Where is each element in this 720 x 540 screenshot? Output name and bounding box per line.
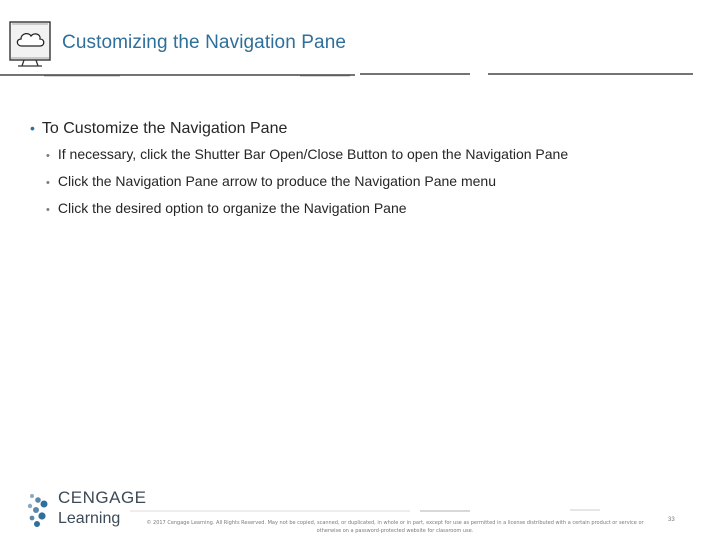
bullet-icon: • (46, 177, 50, 189)
header-divider (0, 68, 720, 82)
copyright-notice: © 2017 Cengage Learning. All Rights Reserved. May not be copied, scanned, or duplicated, in whole or in part, except for use as permitted in a license distributed with a certain product or service or otherwise on a password-protected website for classroom use. (146, 520, 644, 534)
footer-divider (130, 508, 610, 514)
cengage-logo (26, 486, 147, 534)
logo-word-cengage: CENGAGE (58, 488, 147, 507)
sub-bullet-text: Click the desired option to organize the Navigation Pane (57, 200, 407, 216)
sub-bullet-text: Click the Navigation Pane arrow to produce the Navigation Pane menu (57, 173, 497, 189)
cloud-monitor-icon (8, 20, 56, 72)
sub-bullet-text: If necessary, click the Shutter Bar Open/Close Button to open the Navigation Pane (57, 146, 569, 162)
main-bullet-text: To Customize the Navigation Pane (41, 120, 288, 137)
sub-bullet (46, 200, 700, 227)
logo-word-learning: Learning (58, 510, 121, 527)
sub-bullet (46, 146, 700, 173)
sub-bullet-list (46, 146, 700, 227)
sub-bullet (46, 173, 700, 200)
page-number: 33 (668, 517, 675, 523)
bullet-icon: • (46, 204, 50, 216)
main-bullet (30, 120, 700, 138)
cengage-logo-mark-icon (26, 490, 52, 530)
slide-title: Customizing the Navigation Pane (62, 32, 347, 53)
bullet-icon: • (30, 120, 35, 136)
bullet-icon: • (46, 150, 50, 162)
slide-content (30, 120, 700, 227)
